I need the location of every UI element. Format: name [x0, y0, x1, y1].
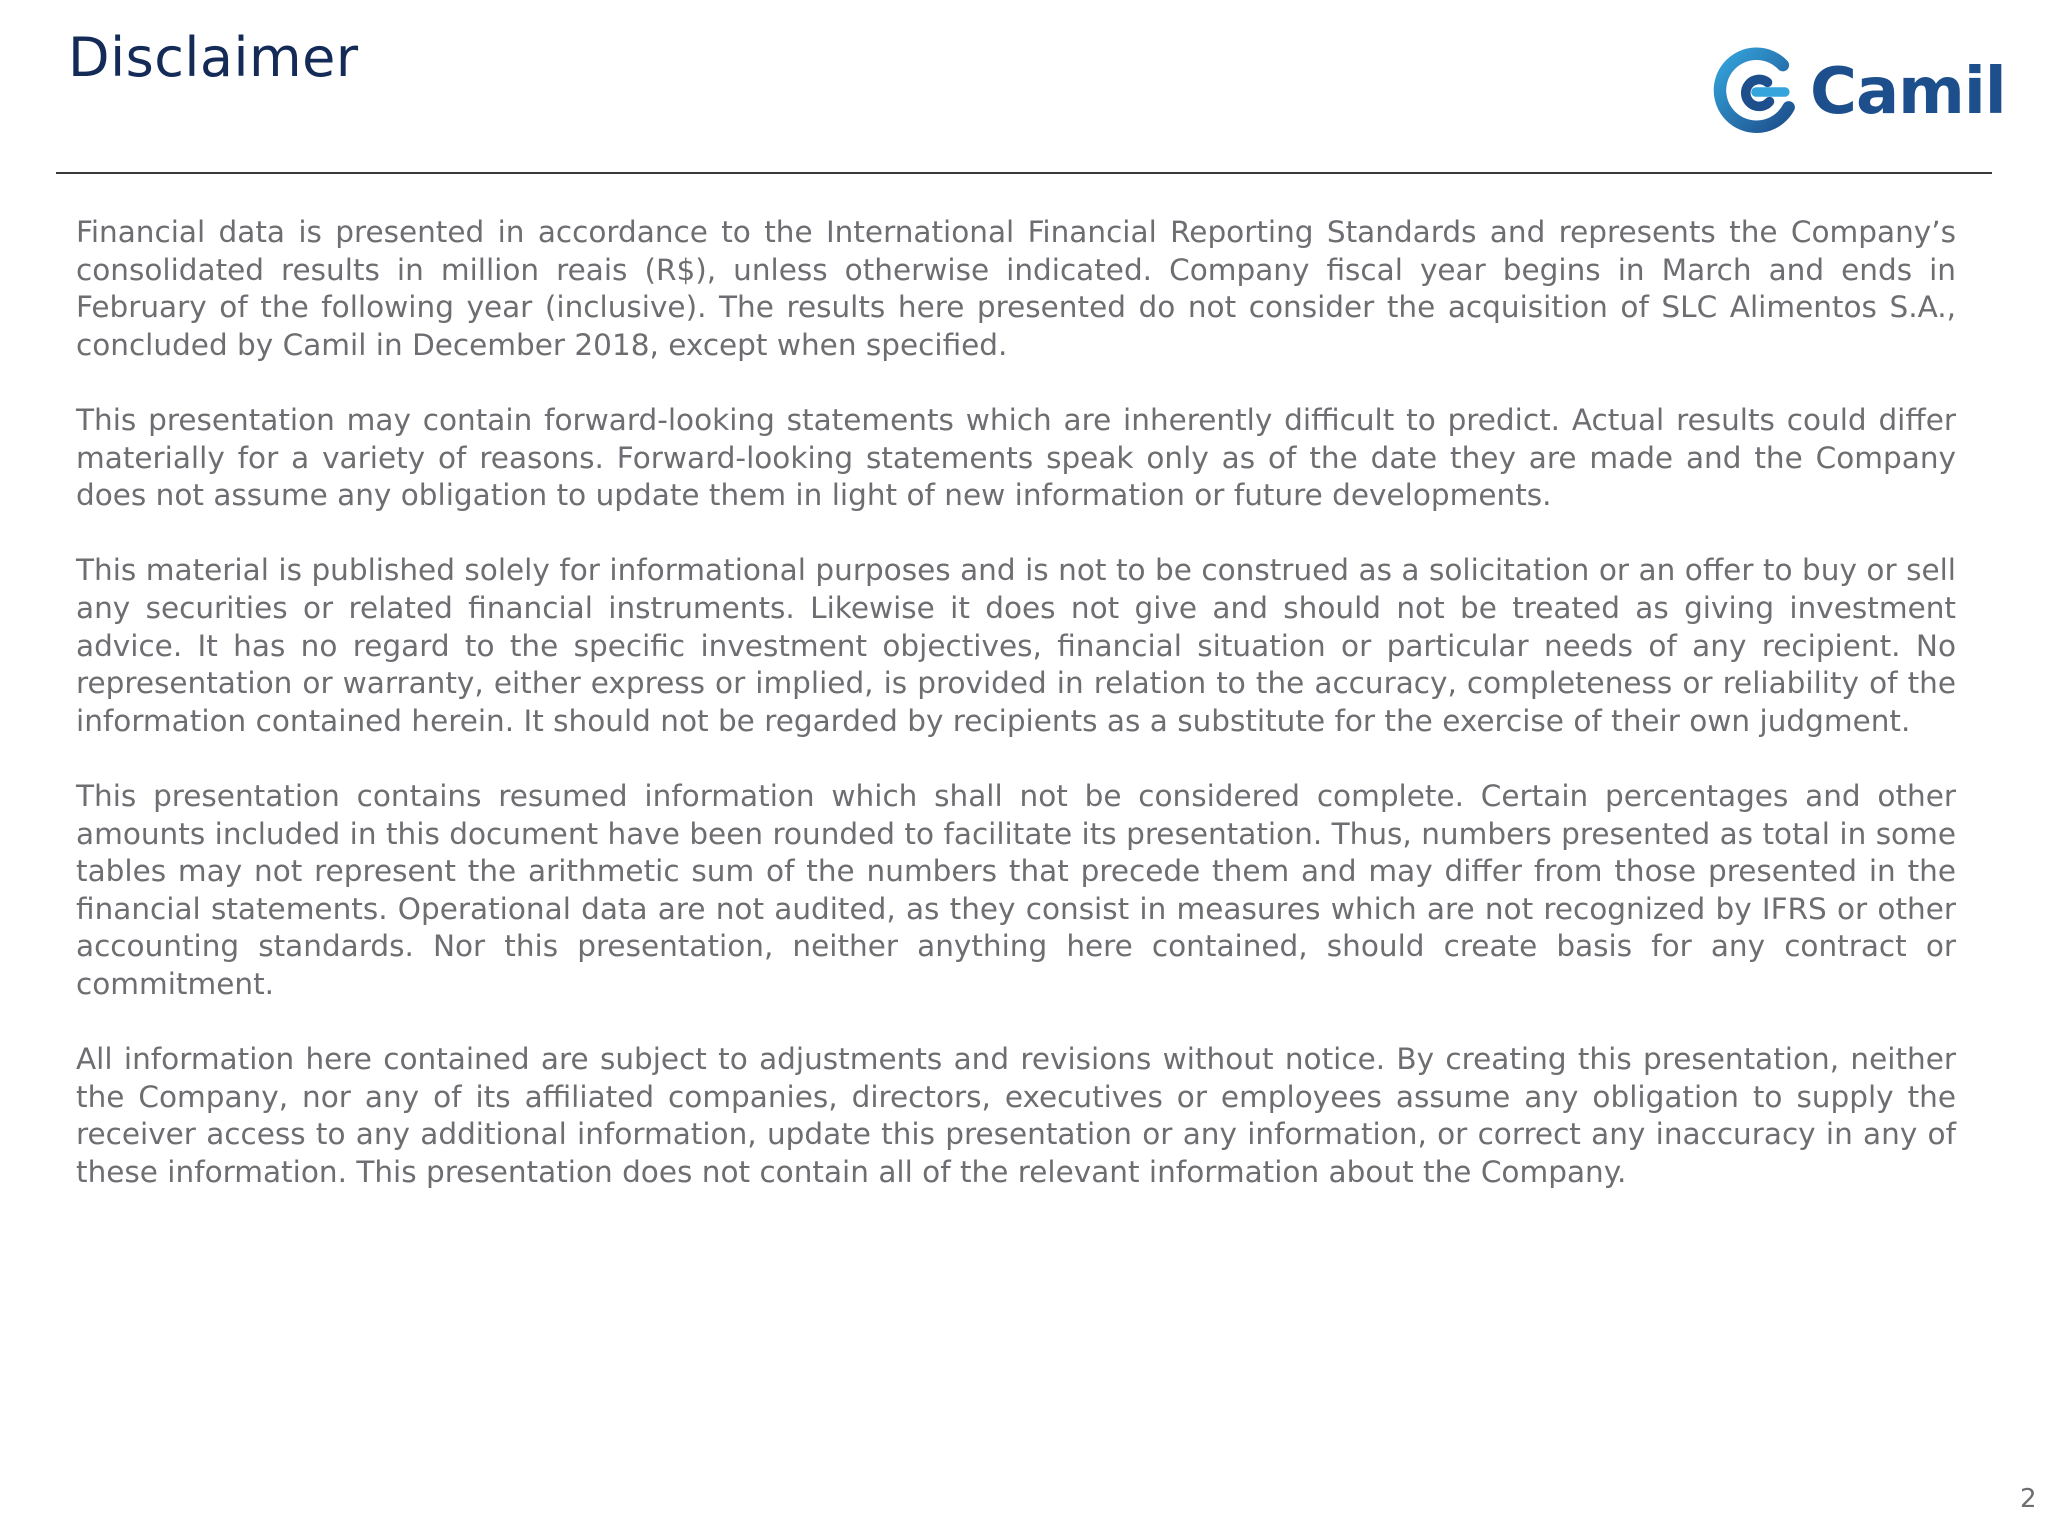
- disclaimer-paragraph: All information here contained are subject to adjustments and revisions without notice. By creating this presentation, neither the Company, nor any of its affiliated companies, directors, executives or employees assume any obligation to supply the receiver access to any additional information, update this presentation or any information, or correct any inaccuracy in any of these information. This presentation does not contain all of the relevant information about the Company.: [76, 1042, 1956, 1189]
- slide-title: Disclaimer: [68, 26, 359, 89]
- page-number: 2: [2020, 1484, 2037, 1514]
- header-divider: [56, 172, 1992, 174]
- logo-wordmark: Camil: [1810, 55, 2006, 129]
- disclaimer-body: [76, 214, 1956, 1229]
- camil-logo: [1708, 44, 2006, 140]
- camil-logo-icon: [1708, 44, 1804, 140]
- disclaimer-paragraph: This material is published solely for informational purposes and is not to be construed as a solicitation or an offer to buy or sell any securities or related financial instruments. Likewise it does not give and should not be treated as giving investment advice. It has no regard to the specific investment objectives, financial situation or particular needs of any recipient. No representation or warranty, either express or implied, is provided in relation to the accuracy, completeness or reliability of the information contained herein. It should not be regarded by recipients as a substitute for the exercise of their own judgment.: [76, 553, 1956, 738]
- disclaimer-paragraph: This presentation may contain forward-looking statements which are inherently difficult to predict. Actual results could differ materially for a variety of reasons. Forward-looking statements speak only as of the date they are made and the Company does not assume any obligation to update them in light of new information or future developments.: [76, 402, 1956, 513]
- disclaimer-paragraph: This presentation contains resumed information which shall not be considered complete. Certain percentages and other amounts included in this document have been rounded to facilitate its presentation. Thus, numbers presented as total in some tables may not represent the arithmetic sum of the numbers that precede them and may differ from those presented in the financial statements. Operational data are not audited, as they consist in measures which are not recognized by IFRS or other accounting standards. Nor this presentation, neither anything here contained, should create basis for any contract or commitment.: [76, 778, 1956, 1001]
- disclaimer-paragraph: Financial data is presented in accordance to the International Financial Reporting Standards and represents the Company’s consolidated results in million reais (R$), unless otherwise indicated. Company fiscal year begins in March and ends in February of the following year (inclusive). The results here presented do not consider the acquisition of SLC Alimentos S.A., concluded by Camil in December 2018, except when specified.: [76, 215, 1956, 362]
